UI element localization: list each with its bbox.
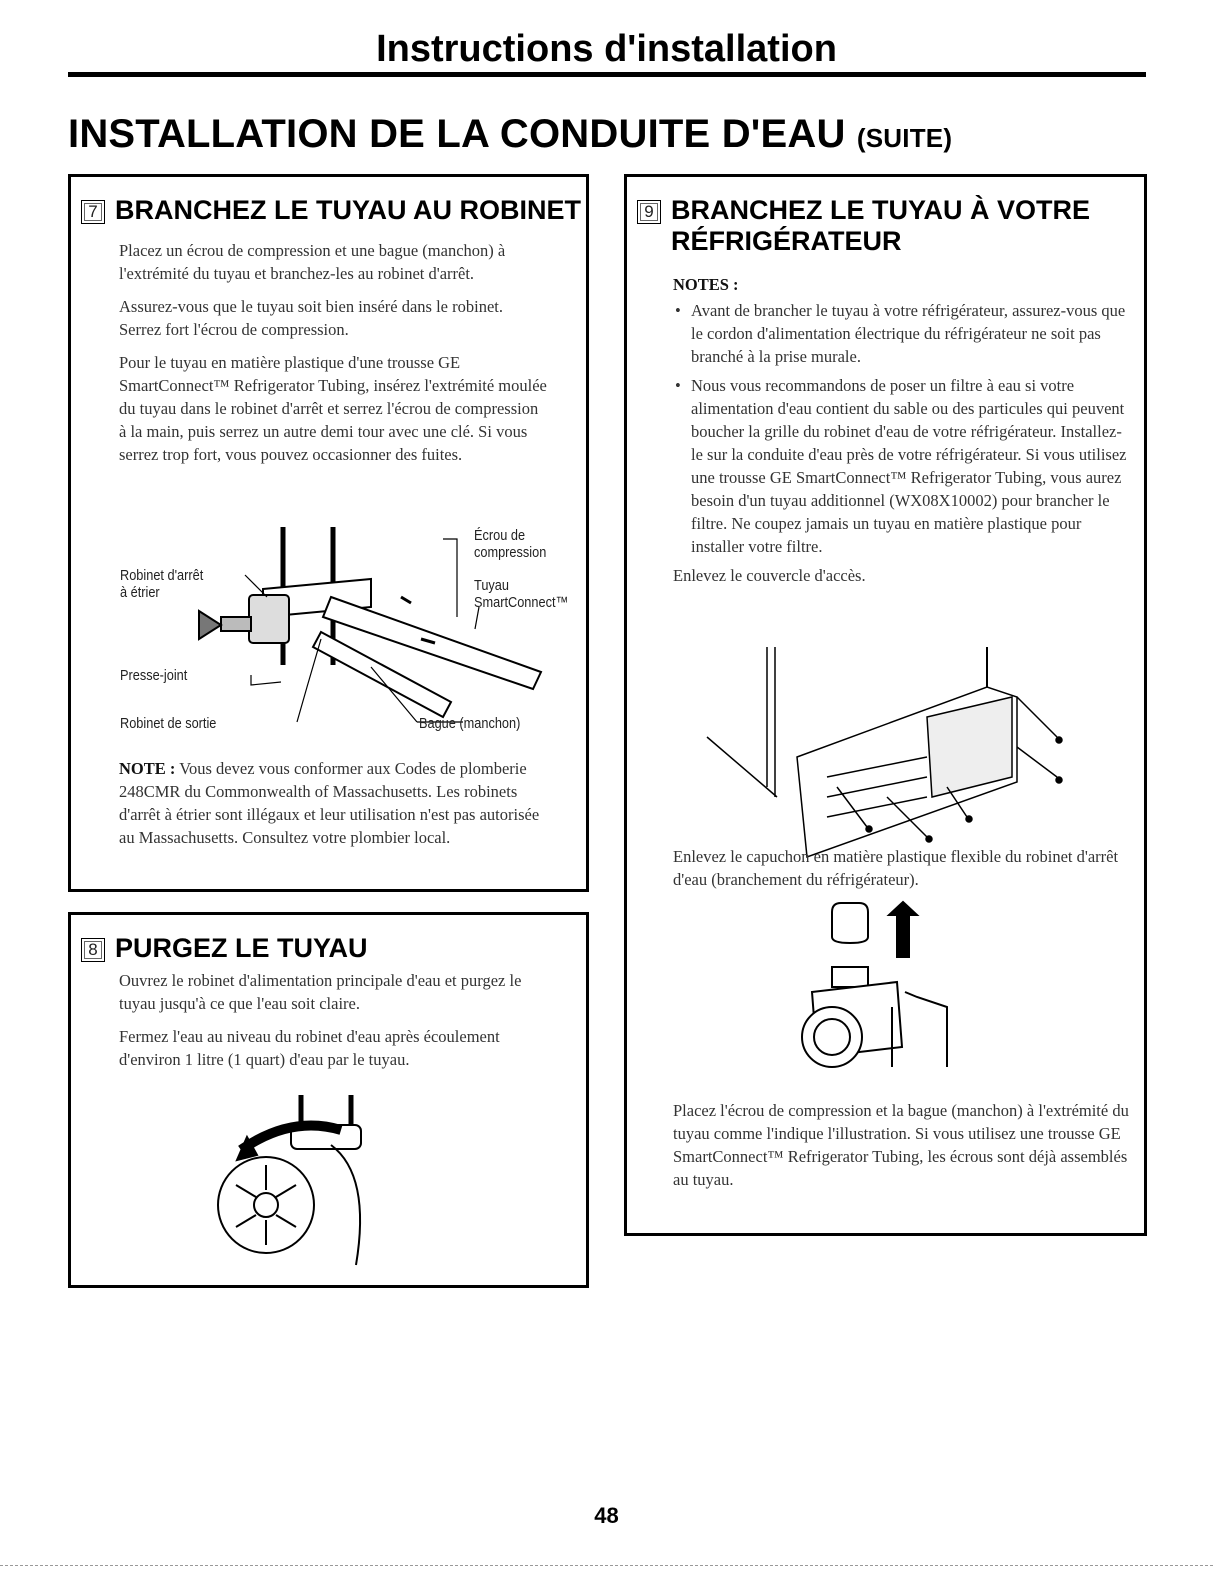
water-valve-cap-illustration	[627, 177, 1150, 1239]
label-compression-nut: Écrou de compression	[474, 527, 547, 561]
step-9-title-line-2: RÉFRIGÉRATEUR	[671, 226, 902, 256]
step-8-paragraph: Ouvrez le robinet d'alimentation principale d'eau et purgez le tuyau jusqu'à ce que l'eau soit claire.	[119, 971, 522, 1013]
step-8-paragraph: Fermez l'eau au niveau du robinet d'eau après écoulement d'environ 1 litre (1 quart) d'eau par le tuyau.	[119, 1027, 500, 1069]
bottom-divider	[0, 1565, 1213, 1567]
shutoff-valve-handle-illustration	[71, 915, 592, 1291]
remove-cover-instruction: Enlevez le couvercle d'accès.	[673, 566, 866, 585]
header-rule	[68, 72, 1146, 77]
step-9-box	[624, 174, 1147, 1236]
step-8-title: PURGEZ LE TUYAU	[115, 933, 368, 963]
section-title-suffix: (SUITE)	[856, 123, 953, 153]
place-nut-instruction: Placez l'écrou de compression et la bague (manchon) à l'extrémité du tuyau comme l'indique l'illustration. Si vous utilisez une trousse GE SmartConnect™ Refrigerator Tubing, les écrous sont déjà assemblés au tuyau.	[673, 1101, 1129, 1189]
step-7-paragraph: Assurez-vous que le tuyau soit bien inséré dans le robinet. Serrez fort l'écrou de compression.	[119, 297, 503, 339]
label-sleeve: Bague (manchon)	[419, 715, 521, 732]
note-item: • Avant de brancher le tuyau à votre réfrigérateur, assurez-vous que le cordon d'alimentation électrique du réfrigérateur ne soit pas branché à la prise murale.	[673, 299, 1129, 368]
section-title	[68, 112, 952, 157]
step-9-title-line-1: BRANCHEZ LE TUYAU À VOTRE	[671, 195, 1091, 225]
remove-cap-instruction: Enlevez le capuchon en matière plastique flexible du robinet d'arrêt d'eau (branchement du réfrigérateur).	[673, 847, 1119, 889]
label-packing-nut: Presse-joint	[120, 667, 188, 684]
note-label: NOTE :	[119, 759, 176, 778]
step-8-number: 8	[81, 938, 105, 962]
section-title-text: INSTALLATION DE LA CONDUITE D'EAU	[68, 112, 846, 156]
label-saddle-valve: Robinet d'arrêt à étrier	[120, 567, 204, 601]
step-7-paragraph: Placez un écrou de compression et une bague (manchon) à l'extrémité du tuyau et branchez-les au robinet d'arrêt.	[119, 241, 506, 283]
step-7-note	[119, 757, 549, 849]
step-7-box	[68, 174, 589, 892]
step-9-number: 9	[637, 200, 661, 224]
step-7-number: 7	[81, 200, 105, 224]
page-header: Instructions d'installation	[376, 28, 837, 70]
note-text: Vous devez vous conformer aux Codes de plomberie 248CMR du Commonwealth of Massachusetts. Les robinets d'arrêt à étrier sont illégaux et leur utilisation n'est pas autorisée au Massachusetts. Consultez votre plombier local.	[119, 759, 540, 847]
label-smartconnect-tube: Tuyau SmartConnect™	[474, 577, 569, 611]
step-7-title: BRANCHEZ LE TUYAU AU ROBINET	[115, 195, 582, 225]
page-number: 48	[594, 1503, 619, 1528]
label-outlet-valve: Robinet de sortie	[120, 715, 217, 732]
notes-heading: NOTES :	[673, 275, 739, 294]
note-item: • Nous vous recommandons de poser un filtre à eau si votre alimentation d'eau contient du sable ou des particules qui peuvent boucher la grille du robinet d'eau de votre réfrigérateur. Installez-le sur la conduite d'eau près de votre réfrigérateur. Si vous utilisez une trousse GE SmartConnect™ Refrigerator Tubing, vous aurez besoin d'un tuyau additionnel (WX08X10002) pour brancher le filtre. Ne coupez jamais un tuyau en matière plastique pour installer votre filtre.	[673, 374, 1129, 558]
step-8-box	[68, 912, 589, 1288]
step-7-paragraph: Pour le tuyau en matière plastique d'une trousse GE SmartConnect™ Refrigerator Tubing, insérez l'extrémité moulée du tuyau dans le robinet d'arrêt et serrez l'écrou de compression à la main, puis serrez un autre demi tour avec une clé. Si vous serrez trop fort, vous pouvez occasionner des fuites.	[119, 353, 547, 464]
